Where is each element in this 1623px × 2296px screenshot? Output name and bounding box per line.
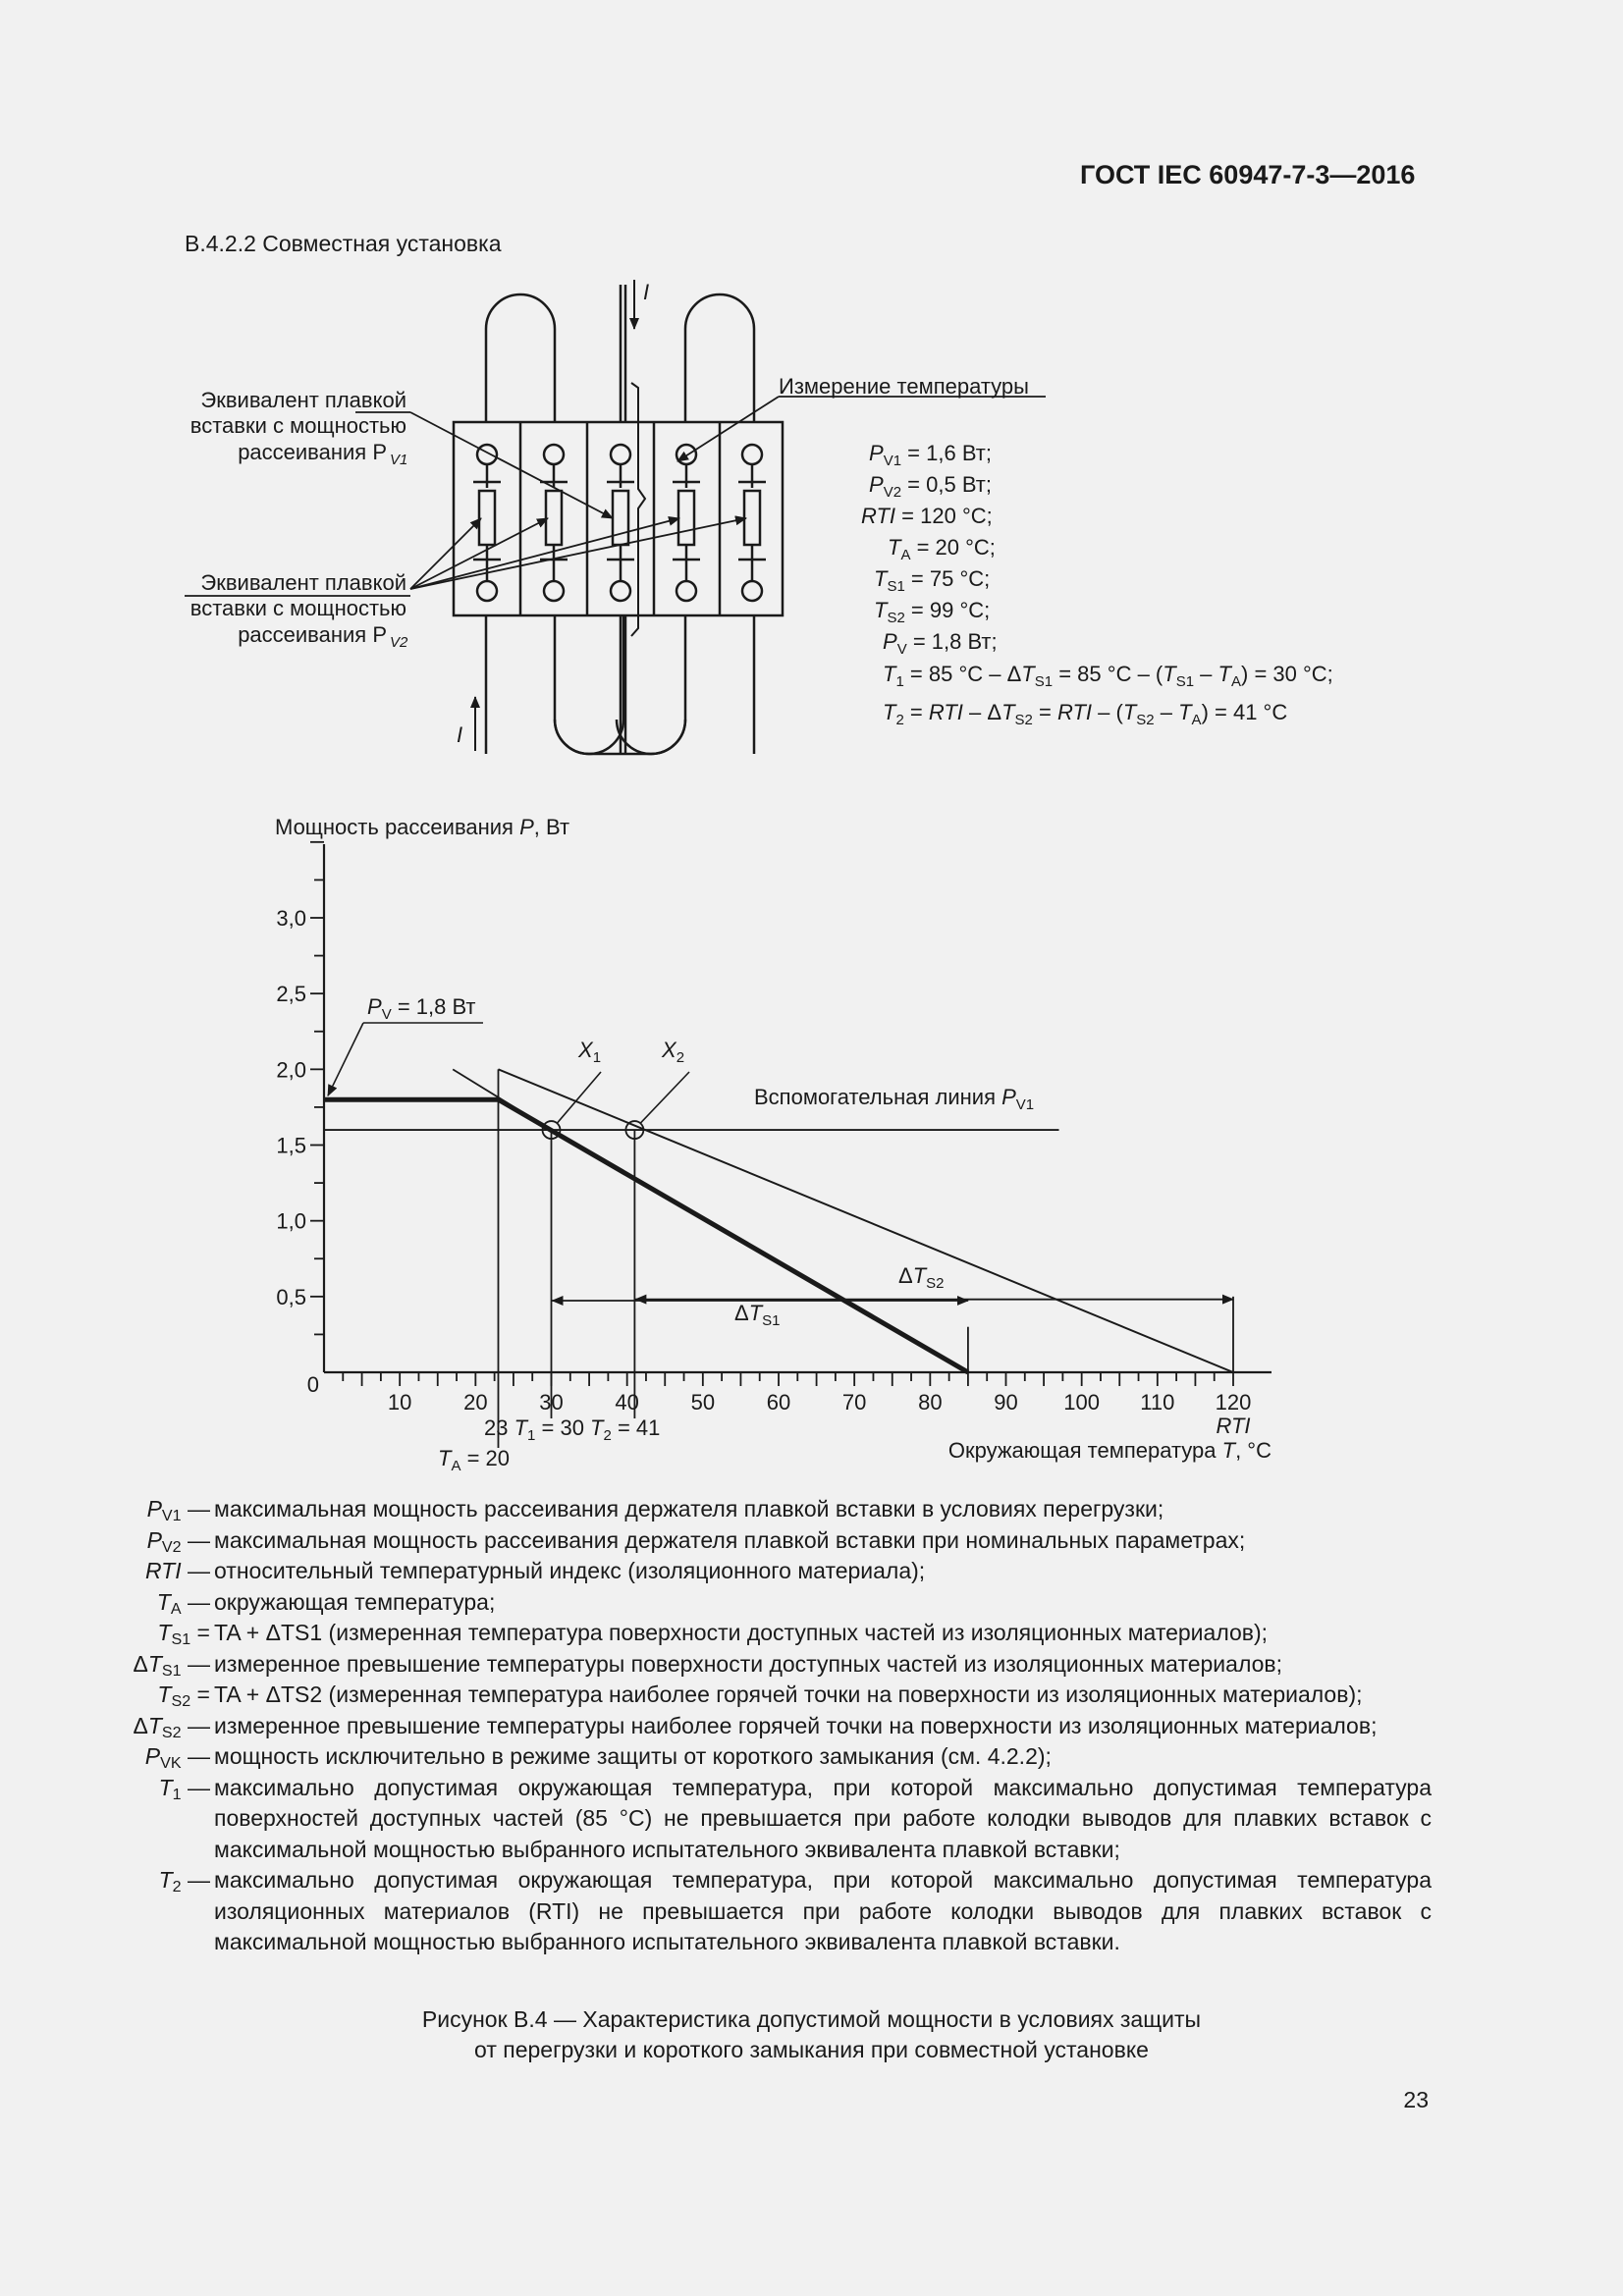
legend-item: $P_{VK}$ — мощность исключительно в режиме защиты от короткого замыкания (см. 4.2.2); [144,1743,1052,1773]
temp-measure-label: Измерение температуры [779,374,1029,399]
aux-line-label: Вспомогательная линия $P_{V1}$ [754,1085,1035,1113]
terminal-block [454,422,783,615]
param-list [861,441,1333,728]
x2-leader [640,1072,689,1123]
dts1-label: $\Delta T_{S1}$ [734,1301,781,1329]
x-tick-label: 110 [1140,1390,1175,1415]
standard-header: ГОСТ IEC 60947-7-3—2016 [1080,160,1416,189]
x-tick-label: 40 [615,1390,639,1415]
legend-item: $T_{S2}$ = TA + ΔTS2 (измеренная температура наиболее горячей точки на поверхности из изоляционных материалов); [157,1682,1363,1711]
label-pv1-line3: рассеивания P [238,440,387,464]
param-ta: $T_A = 20$ °C; [888,535,996,563]
page-number: 23 [1403,2087,1429,2112]
fuse-cell-5 [738,445,766,601]
param-ts2: $T_{S2} = 99$ °C; [874,598,991,626]
label-pv2-line2: вставки с мощностью [189,596,406,620]
label-pv1-line1: Эквивалент плавкой [200,388,406,412]
series-line [324,1099,968,1372]
x-tick-label: 20 [463,1390,488,1415]
fuse-cell-3 [607,445,634,601]
param-pv1: $P_{V1} = 1,6$ Вт; [869,441,992,469]
legend-item: $P_{V1}$ — максимальная мощность рассеивания держателя плавкой вставки в условиях перегрузки; [146,1496,1164,1525]
param-pv: $P_V = 1,8$ Вт; [883,629,998,658]
dts2-label: $\Delta T_{S2}$ [898,1263,945,1292]
legend-item: RTI — относительный температурный индекс (изоляционного материала); [144,1558,926,1583]
label-pv2-line3: рассеивания P [238,622,387,647]
x1-label: $X_1$ [578,1038,602,1066]
section-title: B.4.2.2 Совместная установка [185,231,502,256]
legend-item: $\Delta T_{S2}$ — измеренное превышение температуры наиболее горячей точки на поверхности из изоляционных материалов; [133,1712,1378,1741]
param-ts1: $T_{S1} = 75$ °C; [874,566,991,595]
current-label-bottom: I [457,722,463,747]
caption-line-1: Рисунок B.4 — Характеристика допустимой мощности в условиях защиты [421,2006,1202,2032]
x-tick-label: 90 [994,1390,1018,1415]
x-tick-label: 50 [690,1390,716,1415]
top-loop-right [685,294,754,422]
figure-caption [0,2004,1623,2065]
label-pv2-sub: V2 [390,634,408,651]
x-tick-label: 10 [387,1390,412,1415]
range-arrowhead [634,1295,646,1305]
y-axis-title: Мощность рассеивания P, Вт [275,815,570,839]
pv-annotation: $P_V = 1,8$ Вт [367,994,476,1023]
legend [116,1494,1432,1958]
x-tick-label: 70 [841,1390,867,1415]
param-t2: $T_2$ = RTI – $\Delta T_{S2}$ = RTI – $(T_{S2} - T_A) = 41$ °C [883,700,1288,728]
x-tick-label: 80 [918,1390,943,1415]
range-arrowhead [552,1296,564,1306]
x-tick-label: 120 [1215,1390,1252,1415]
rti-axis-label: RTI [1216,1414,1251,1438]
y-tick-label: 1,5 [276,1133,306,1158]
current-label-top: I [643,280,650,304]
y-tick-label: 3,0 [276,906,306,931]
origin-label: 0 [306,1372,319,1397]
label-pv2-line1: Эквивалент плавкой [200,570,406,595]
x1-leader [558,1072,602,1123]
top-loop-left [486,294,555,422]
legend-item: $T_{S1}$ = TA + ΔTS1 (измеренная температура поверхности доступных частей из изоляционных материалов); [157,1620,1269,1649]
x2-label: $X_2$ [662,1038,685,1066]
legend-item: $\Delta T_{S1}$ — измеренное превышение температуры поверхности доступных частей из изоляционных материалов; [133,1650,1283,1680]
ta-label: $T_A = 20$ [438,1446,511,1474]
legend-item: $T_1$ — максимально допустимая окружающая температура, при которой максимально допустимая температура поверхностей доступных частей (85 °C) не превышается при работе колодки выводов для плавких вставок с максимальной мощностью выбранного испытательного эквивалента плавкой вставки; [158,1774,1432,1862]
fuse-cell-4 [673,445,700,601]
x-tick-label: 100 [1063,1390,1101,1415]
fuse-cell-2 [540,445,568,601]
param-rti: RTI = 120 °C; [861,504,993,528]
power-chart [275,815,1271,1474]
t-values-label: 23 $T_1 = 30$ $T_2 = 41$ [484,1415,661,1444]
pv-leader [328,1023,363,1095]
y-tick-label: 2,5 [276,982,306,1007]
legend-item: $T_2$ — максимально допустимая окружающая температура, при которой максимально допустимая температура изоляционных материалов (RTI) не превышается при работе колодки выводов для плавких вставок с максимальной мощностью выбранного испытательного эквивалента плавкой вставки. [158,1867,1432,1954]
legend-item: $P_{V2}$ — максимальная мощность рассеивания держателя плавкой вставки при номинальных параметрах; [146,1526,1246,1556]
series-line [498,1069,1233,1372]
y-tick-label: 2,0 [276,1057,306,1083]
label-pv1-sub: V1 [390,452,408,468]
x-tick-label: 30 [539,1390,564,1415]
param-pv2: $P_{V2} = 0,5$ Вт; [869,472,992,501]
label-pv1-line2: вставки с мощностью [189,413,406,438]
x-tick-label: 60 [766,1390,791,1415]
legend-item: $T_A$ — окружающая температура; [156,1588,496,1618]
caption-line-2: от перегрузки и короткого замыкания при совместной установке [474,2037,1149,2062]
y-tick-label: 1,0 [276,1208,306,1234]
x-axis-title: Окружающая температура T, °C [947,1438,1271,1463]
param-t1: $T_1 = 85$ $^\circ C - \Delta T_{S1} = 85$ $^\circ C - (T_{S1} - T_A) = 30$ °C; [883,662,1333,690]
y-tick-label: 0,5 [276,1284,306,1309]
